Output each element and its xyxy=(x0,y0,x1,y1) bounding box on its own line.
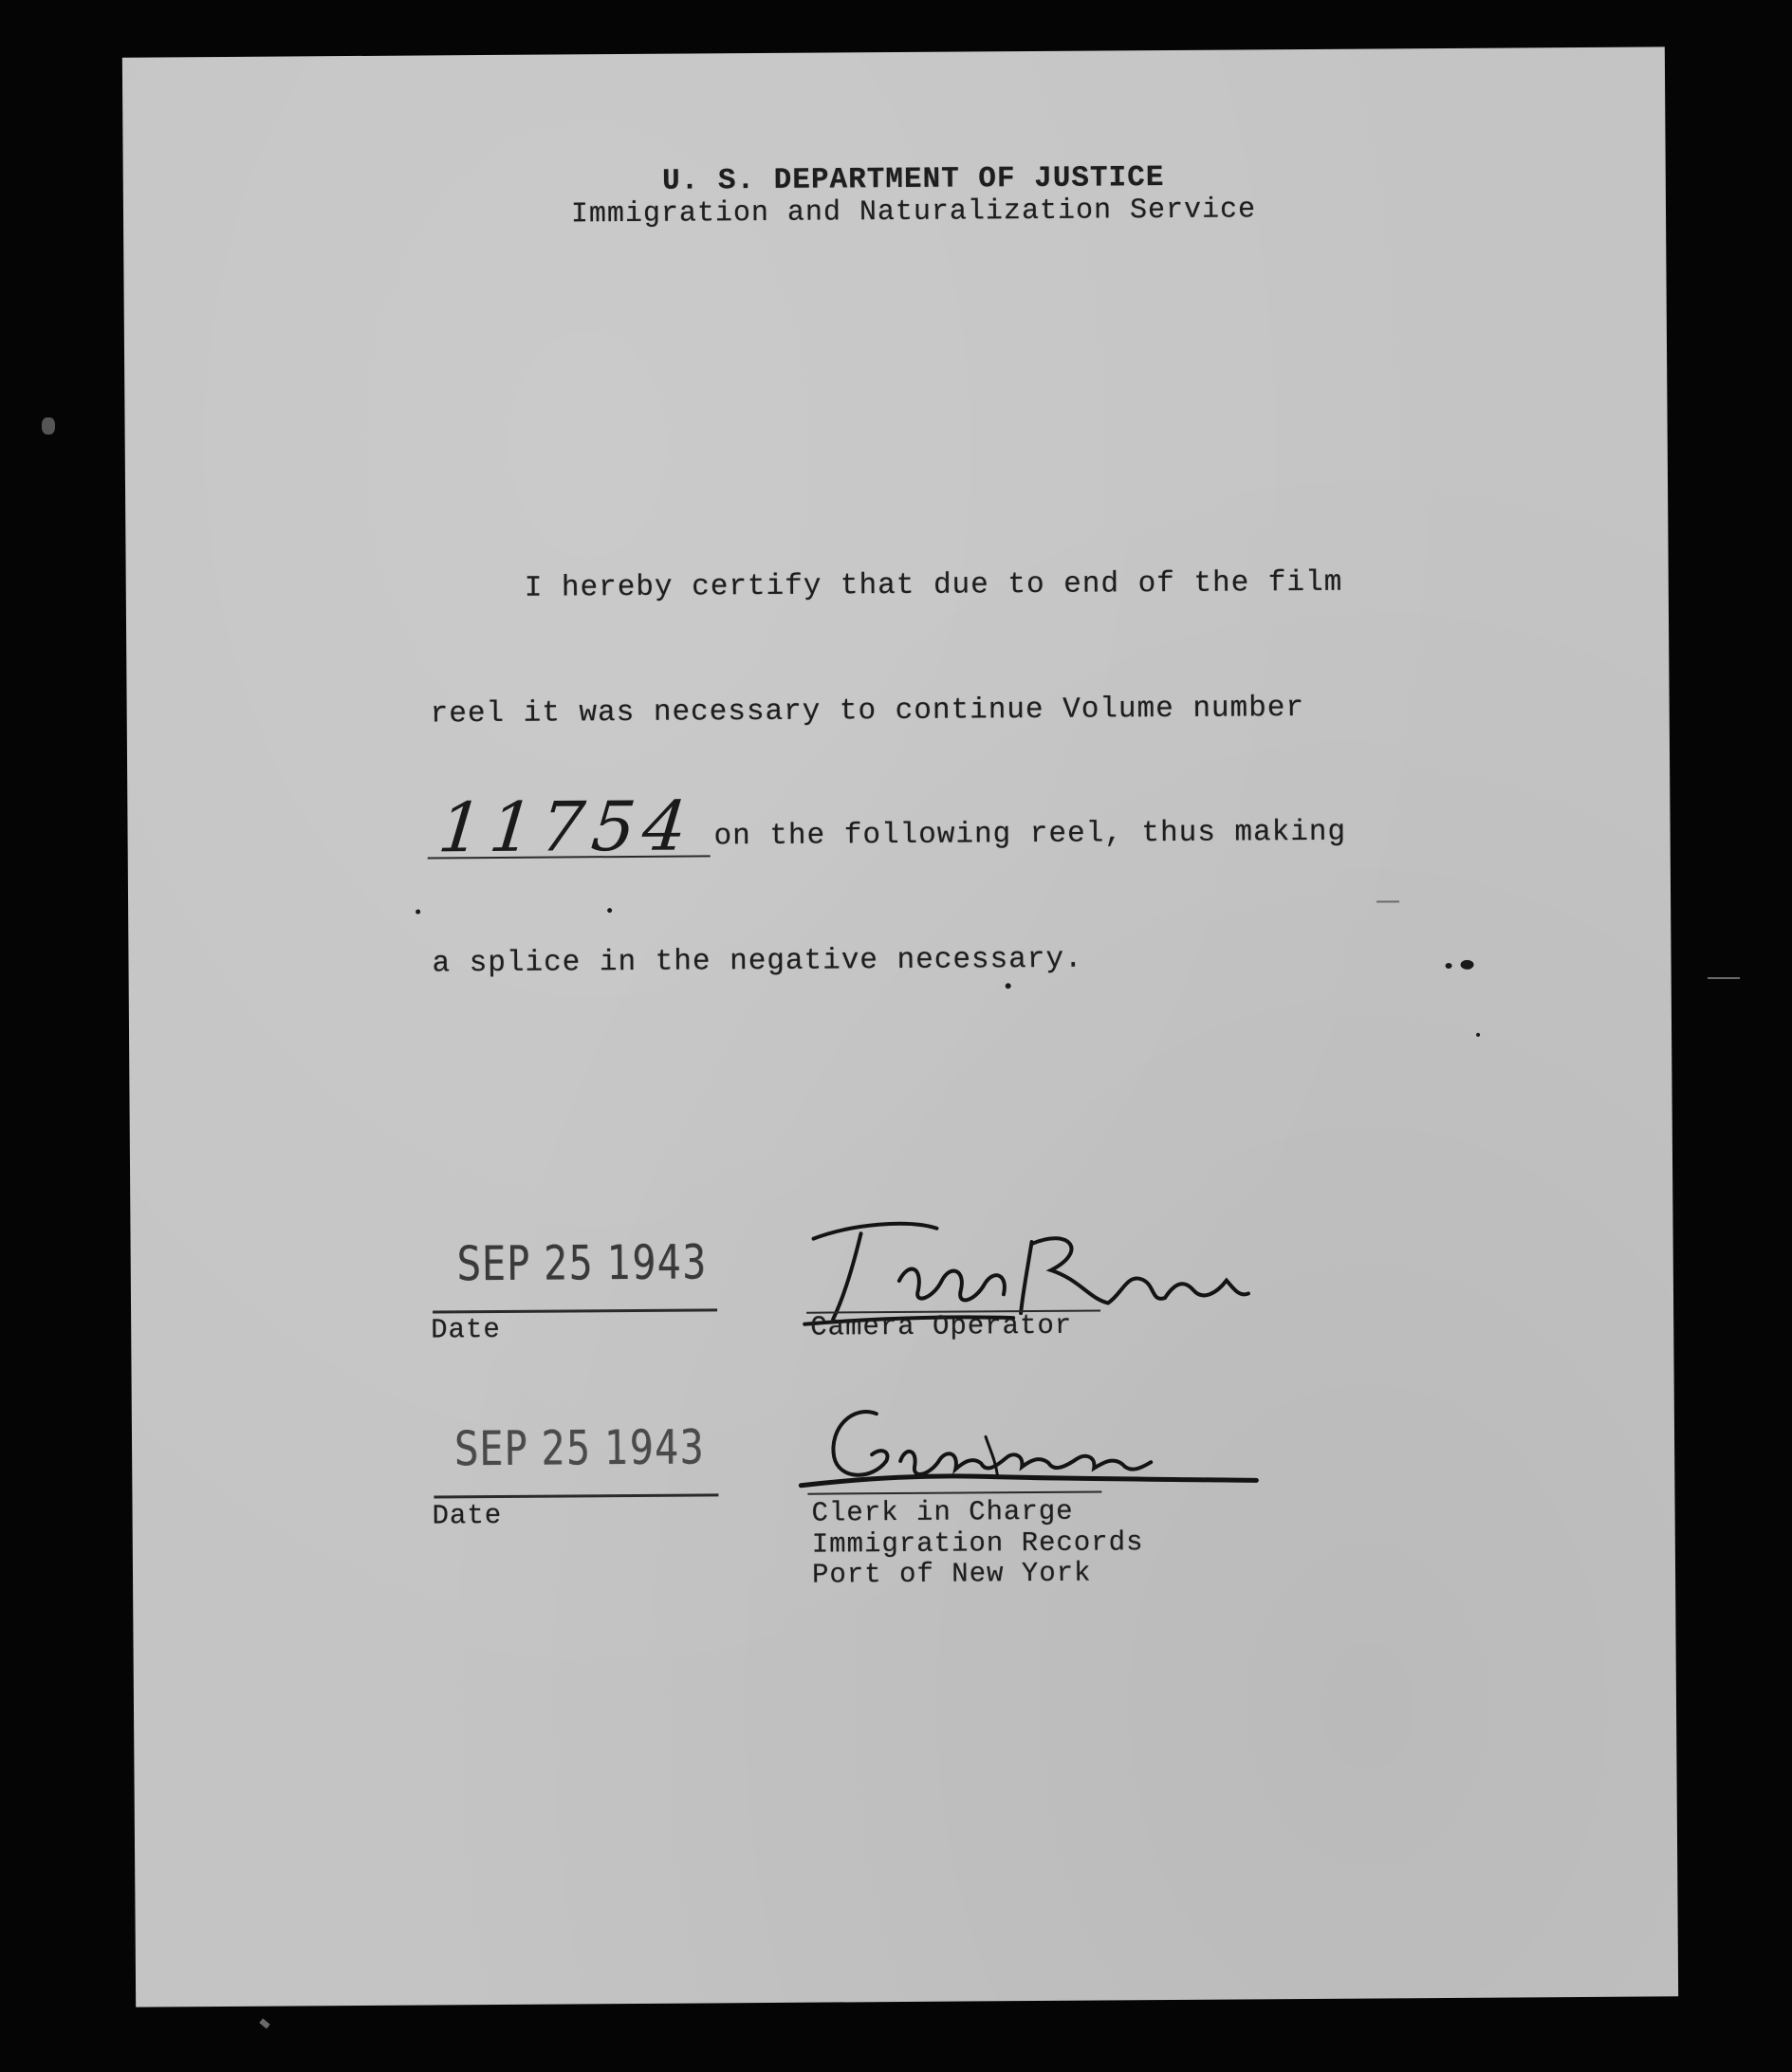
scan-artifact xyxy=(259,2018,270,2028)
date-stamp-2: SEP 25 1943 xyxy=(453,1419,706,1477)
service-heading: Immigration and Naturalization Service xyxy=(570,194,1257,231)
ink-speck xyxy=(1476,1033,1480,1037)
date-line-1 xyxy=(433,1308,717,1313)
certificate-line-3: on the following reel, thus making xyxy=(713,815,1347,854)
volume-number-handwritten: 11754 xyxy=(434,786,698,868)
scan-artifact xyxy=(1376,900,1399,902)
scan-artifact xyxy=(1708,977,1740,979)
certificate-line-1: I hereby certify that due to end of the film xyxy=(524,565,1343,605)
ink-speck xyxy=(1446,963,1452,969)
clerk-department: Immigration Records xyxy=(811,1526,1144,1561)
certificate-line-2: reel it was necessary to continue Volume number xyxy=(430,692,1305,731)
department-heading: U. S. DEPARTMENT OF JUSTICE xyxy=(661,161,1165,198)
ink-speck xyxy=(1006,983,1011,989)
ink-speck xyxy=(607,908,612,913)
ink-speck xyxy=(416,910,420,915)
camera-operator-label: Camera Operator xyxy=(810,1309,1073,1343)
date-stamp-1: SEP 25 1943 xyxy=(456,1234,708,1292)
clerk-title: Clerk in Charge xyxy=(811,1495,1074,1529)
date-label-1: Date xyxy=(431,1313,501,1346)
ink-speck xyxy=(1461,960,1474,970)
date-label-2: Date xyxy=(432,1499,503,1532)
date-line-2 xyxy=(434,1493,718,1498)
scan-artifact xyxy=(42,417,55,435)
clerk-location: Port of New York xyxy=(811,1557,1092,1591)
certificate-line-4: a splice in the negative necessary. xyxy=(432,942,1083,981)
certificate-page xyxy=(122,46,1678,2007)
clerk-signature xyxy=(796,1387,1262,1504)
